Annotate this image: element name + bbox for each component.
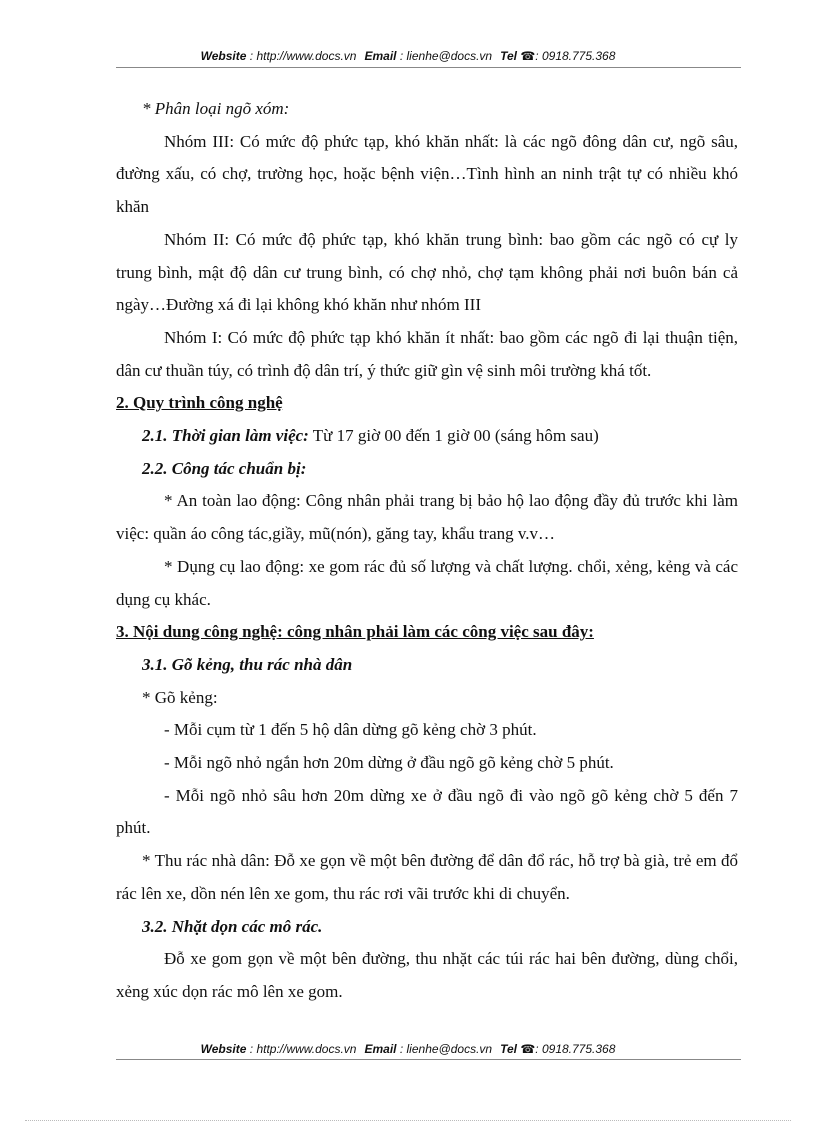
document-body [116, 93, 738, 1009]
paragraph-bell-heading: * Gõ kẻng: [142, 687, 218, 707]
paragraph-pickup: Đỗ xe gom gọn về một bên đường, thu nhặt các túi rác hai bên đường, dùng chổi, xẻng xúc dọn rác mô lên xe gom. [116, 949, 738, 1001]
subsection-3-2: 3.2. Nhặt dọn các mô rác. [142, 916, 323, 936]
telephone-icon: ☎ [520, 49, 536, 63]
footer-email-value[interactable]: lienhe@docs.vn [406, 1042, 493, 1056]
paragraph-household-collection: * Thu rác nhà dân: Đỗ xe gọn về một bên đường để dân đổ rác, hỗ trợ bà già, trẻ em đổ rác lên xe, dồn nén lên xe gom, thu rác rơi vãi trước khi di chuyển. [116, 851, 738, 903]
paragraph-labor-safety: * An toàn lao động: Công nhân phải trang bị bảo hộ lao động đầy đủ trước khi làm việc: quần áo công tác,giầy, mũ(nón), găng tay, khẩu trang v.v… [116, 491, 738, 544]
list-item-bell-3: - Mỗi ngõ nhỏ sâu hơn 20m dừng xe ở đầu ngõ đi vào ngõ gõ kẻng chờ 5 đến 7 phút. [116, 785, 738, 838]
page-footer: Website : http://www.docs.vn Email : lienhe@docs.vn Tel ☎: 0918.775.368 [200, 1042, 616, 1056]
header-email-value[interactable]: lienhe@docs.vn [406, 49, 493, 63]
header-tel-value: 0918.775.368 [541, 49, 616, 63]
paragraph-group-2: Nhóm II: Có mức độ phức tạp, khó khăn trung bình: bao gồm các ngõ có cự ly trung bình, mật độ dân cư trung bình, có chợ nhỏ, chợ tạm không phải nơi buôn bán cả ngày…Đường xá đi lại không khó khăn như nhóm III [116, 229, 738, 315]
footer-tel-label: Tel [500, 1042, 517, 1056]
subsection-2-1-label: 2.1. Thời gian làm việc: [142, 426, 309, 446]
subsection-2-2: 2.2. Công tác chuẩn bị: [142, 458, 307, 478]
header-tel-label: Tel [500, 49, 517, 63]
list-item-bell-2: - Mỗi ngõ nhỏ ngắn hơn 20m dừng ở đầu ngõ gõ kẻng chờ 5 phút. [164, 753, 614, 773]
footer-divider [116, 1059, 741, 1060]
footer-website-url[interactable]: http://www.docs.vn [256, 1042, 357, 1056]
footer-website-label: Website [200, 1042, 247, 1056]
page-header: Website : http://www.docs.vn Email : lienhe@docs.vn Tel ☎: 0918.775.368 [200, 49, 616, 63]
subsection-2-1 [116, 420, 738, 453]
subsection-2-1-text: Từ 17 giờ 00 đến 1 giờ 00 (sáng hôm sau) [308, 426, 599, 446]
footer-tel-value: 0918.775.368 [541, 1042, 616, 1056]
paragraph-group-3: Nhóm III: Có mức độ phức tạp, khó khăn nhất: là các ngõ đông dân cư, ngõ sâu, đường xấu, có chợ, trường học, hoặc bệnh viện…Tình hình an ninh trật tự có nhiều khó khăn [116, 131, 738, 217]
section-heading-2: 2. Quy trình công nghệ [116, 393, 283, 413]
header-website-label: Website [200, 49, 247, 63]
paragraph-group-1: Nhóm I: Có mức độ phức tạp khó khăn ít nhất: bao gồm các ngõ đi lại thuận tiện, dân cư thuần túy, có trình độ dân trí, ý thức giữ gìn vệ sinh môi trường khá tốt. [116, 327, 738, 380]
page-bottom-border [25, 1120, 791, 1121]
header-website-url[interactable]: http://www.docs.vn [256, 49, 357, 63]
header-divider [116, 67, 741, 68]
subsection-3-1: 3.1. Gõ kẻng, thu rác nhà dân [142, 654, 353, 674]
paragraph-labor-tools: * Dụng cụ lao động: xe gom rác đủ số lượng và chất lượng. chổi, xẻng, kẻng và các dụng cụ khác. [116, 556, 738, 609]
list-item-bell-1: - Mỗi cụm từ 1 đến 5 hộ dân dừng gõ kẻng chờ 3 phút. [164, 720, 537, 740]
paragraph-classification-heading: * Phân loại ngõ xóm: [142, 99, 290, 118]
telephone-icon: ☎ [520, 1042, 536, 1056]
section-heading-3: 3. Nội dung công nghệ: công nhân phải làm các công việc sau đây: [116, 622, 594, 642]
header-email-label: Email [364, 49, 397, 63]
footer-email-label: Email [364, 1042, 397, 1056]
